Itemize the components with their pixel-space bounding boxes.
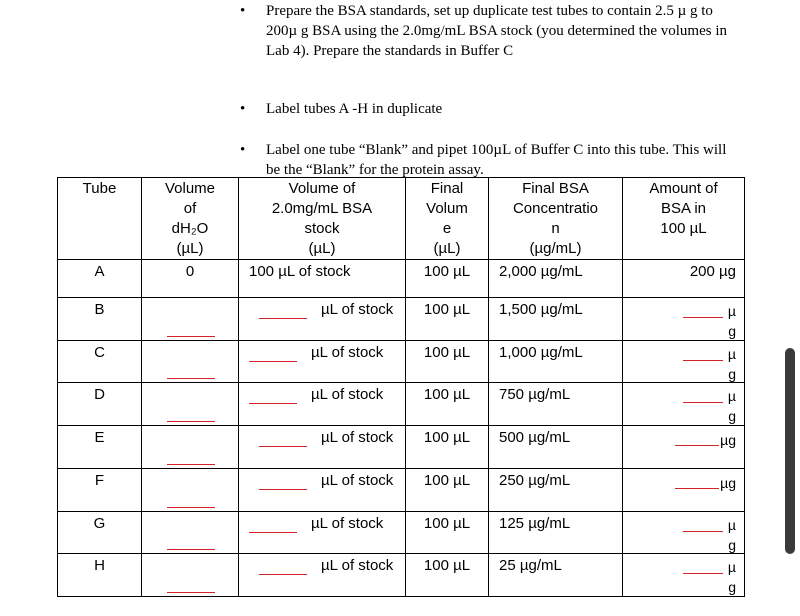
water-volume-blank-content xyxy=(142,383,238,425)
stock-volume-content xyxy=(239,344,405,362)
amount-unit: µg xyxy=(720,432,736,448)
water-volume-blank[interactable] xyxy=(142,512,239,554)
stock-answer-line[interactable] xyxy=(249,516,297,533)
bsa-amount: 200 µg xyxy=(623,260,745,298)
final-concentration xyxy=(489,469,623,512)
bsa-standards-table xyxy=(57,177,745,597)
stock-volume xyxy=(239,298,406,341)
bsa-amount xyxy=(623,426,745,469)
amount-answer-line[interactable] xyxy=(675,445,719,446)
amount-unit xyxy=(728,344,736,384)
final-concentration xyxy=(489,426,623,469)
tube-label-content: F xyxy=(94,472,105,489)
final-concentration xyxy=(489,554,623,597)
bsa-amount-content xyxy=(623,469,744,511)
tube-label-content: G xyxy=(93,515,106,532)
water-volume: 0 xyxy=(142,260,239,298)
final-concentration: 2,000 µg/mL xyxy=(489,260,623,298)
final-concentration-content: 250 µg/mL xyxy=(499,472,571,489)
tube-label-content: H xyxy=(94,557,105,574)
stock-volume xyxy=(239,512,406,554)
stock-answer-line[interactable] xyxy=(259,430,307,447)
table-row xyxy=(58,554,745,597)
stock-answer-line[interactable] xyxy=(259,302,307,319)
amount-unit xyxy=(728,515,736,555)
water-volume-blank-content xyxy=(142,298,238,340)
final-concentration-content: 1,500 µg/mL xyxy=(499,301,583,318)
bsa-amount xyxy=(623,341,745,383)
water-volume-blank[interactable] xyxy=(142,298,239,341)
final-volume xyxy=(406,426,489,469)
header-water-volume: Volume of dH₂O (µL) xyxy=(142,178,239,260)
stock-volume-content xyxy=(239,472,405,490)
amount-unit xyxy=(728,386,736,426)
stock-volume: 100 µL of stock xyxy=(239,260,406,298)
water-answer-line[interactable] xyxy=(167,378,215,379)
amount-unit-g: g xyxy=(728,366,736,382)
header-final-volume: Final Volum e (µL) xyxy=(406,178,489,260)
amount-answer-line[interactable] xyxy=(683,402,723,403)
final-concentration xyxy=(489,298,623,341)
stock-unit-text: µL of stock xyxy=(311,344,384,361)
final-volume xyxy=(406,383,489,426)
amount-unit-mu: µ xyxy=(727,388,736,404)
final-volume xyxy=(406,298,489,341)
table-row xyxy=(58,426,745,469)
scrollbar-thumb[interactable] xyxy=(785,348,795,554)
table-row xyxy=(58,469,745,512)
water-volume-blank-content xyxy=(142,554,238,596)
table-row xyxy=(58,383,745,426)
stock-unit-text: µL of stock xyxy=(311,386,384,403)
tube-label-content: C xyxy=(94,344,105,361)
amount-unit-mu: µ xyxy=(727,346,736,362)
final-volume-content: 100 µL xyxy=(423,557,471,574)
stock-volume-content xyxy=(239,515,405,533)
header-stock-volume: Volume of 2.0mg/mL BSA stock (µL) xyxy=(239,178,406,260)
amount-answer-line[interactable] xyxy=(683,360,723,361)
tube-label-content: E xyxy=(94,429,105,446)
bullet-symbol: • xyxy=(240,142,246,158)
water-volume-blank-content xyxy=(142,341,238,382)
stock-volume xyxy=(239,341,406,383)
water-answer-line[interactable] xyxy=(167,336,215,337)
amount-unit xyxy=(728,557,736,597)
final-volume-content: 100 µL xyxy=(423,429,471,446)
stock-unit-text: µL of stock xyxy=(321,472,394,489)
table-row xyxy=(58,341,745,383)
final-volume xyxy=(406,512,489,554)
instruction-text: Label one tube “Blank” and pipet 100µL of Buffer C into this tube. This will be the “Blank” for the protein assay. xyxy=(266,142,727,178)
amount-unit-mu: µ xyxy=(727,303,736,319)
stock-answer-line[interactable] xyxy=(259,473,307,490)
bsa-amount xyxy=(623,554,745,597)
final-volume xyxy=(406,554,489,597)
amount-unit-g: g xyxy=(728,537,736,553)
water-volume-blank-content xyxy=(142,512,238,553)
amount-unit-g: g xyxy=(728,408,736,424)
header-amount-bsa: Amount of BSA in 100 µL xyxy=(623,178,745,260)
amount-answer-line[interactable] xyxy=(675,488,719,489)
final-volume-content: 100 µL xyxy=(423,301,471,318)
instruction-text: Prepare the BSA standards, set up duplicate test tubes to contain 2.5 µ g to 200µ g BSA using the 2.0mg/mL BSA stock (you determined the volumes in Lab 4). Prepare the standards in Buffer C xyxy=(266,3,727,59)
bsa-amount-content xyxy=(623,512,744,553)
water-answer-line[interactable] xyxy=(167,507,215,508)
tube-label xyxy=(58,426,142,469)
stock-answer-line[interactable] xyxy=(249,387,297,404)
tube-label xyxy=(58,512,142,554)
stock-volume xyxy=(239,426,406,469)
bsa-amount-content xyxy=(623,341,744,382)
final-volume-content: 100 µL xyxy=(423,472,471,489)
final-volume xyxy=(406,469,489,512)
final-volume-content: 100 µL xyxy=(423,386,471,403)
water-answer-line[interactable] xyxy=(167,421,215,422)
tube-label-content: D xyxy=(94,386,105,403)
bullet-symbol: • xyxy=(240,3,246,19)
tube-label xyxy=(58,341,142,383)
final-concentration xyxy=(489,383,623,426)
final-concentration-content: 125 µg/mL xyxy=(499,515,571,532)
water-volume-blank[interactable] xyxy=(142,554,239,597)
bsa-amount-content xyxy=(623,426,744,468)
amount-unit-mu: µ xyxy=(727,517,736,533)
final-volume xyxy=(406,341,489,383)
water-answer-line[interactable] xyxy=(167,592,215,593)
bsa-amount xyxy=(623,512,745,554)
tube-label-content: B xyxy=(94,301,105,318)
amount-answer-line[interactable] xyxy=(683,573,723,574)
amount-unit xyxy=(728,301,736,341)
header-row xyxy=(58,178,745,260)
final-volume-content: 100 µL xyxy=(423,344,471,361)
amount-unit-g: g xyxy=(728,323,736,339)
water-volume-blank[interactable] xyxy=(142,383,239,426)
stock-volume-content xyxy=(239,301,405,319)
tube-label xyxy=(58,554,142,597)
water-volume-blank[interactable] xyxy=(142,341,239,383)
final-concentration-content: 750 µg/mL xyxy=(499,386,571,403)
bsa-amount-content xyxy=(623,554,744,596)
bsa-amount xyxy=(623,383,745,426)
final-concentration-content: 25 µg/mL xyxy=(499,557,562,574)
stock-volume xyxy=(239,469,406,512)
tube-label: A xyxy=(58,260,142,298)
stock-volume xyxy=(239,383,406,426)
final-concentration xyxy=(489,341,623,383)
final-volume-content: 100 µL xyxy=(423,515,471,532)
tube-label xyxy=(58,298,142,341)
water-volume-blank[interactable] xyxy=(142,426,239,469)
header-tube: Tube xyxy=(58,178,142,260)
final-concentration xyxy=(489,512,623,554)
stock-answer-line[interactable] xyxy=(259,558,307,575)
bsa-amount-content xyxy=(623,298,744,340)
water-volume-blank-content xyxy=(142,426,238,468)
amount-unit-g: g xyxy=(728,579,736,595)
stock-unit-text: µL of stock xyxy=(311,515,384,532)
stock-volume-content xyxy=(239,557,405,575)
stock-unit-text: µL of stock xyxy=(321,557,394,574)
stock-volume-content xyxy=(239,429,405,447)
water-answer-line[interactable] xyxy=(167,549,215,550)
instruction-text: Label tubes A -H in duplicate xyxy=(266,101,443,117)
stock-answer-line[interactable] xyxy=(249,345,297,362)
stock-volume-content xyxy=(239,386,405,404)
table-row xyxy=(58,512,745,554)
amount-unit-mu: µ xyxy=(727,559,736,575)
stock-unit-text: µL of stock xyxy=(321,301,394,318)
final-concentration-content: 1,000 µg/mL xyxy=(499,344,583,361)
amount-answer-line[interactable] xyxy=(683,317,723,318)
table-row xyxy=(58,298,745,341)
final-concentration-content: 500 µg/mL xyxy=(499,429,571,446)
water-answer-line[interactable] xyxy=(167,464,215,465)
tube-label xyxy=(58,383,142,426)
final-volume: 100 µL xyxy=(406,260,489,298)
stock-volume xyxy=(239,554,406,597)
water-volume-blank-content xyxy=(142,469,238,511)
bsa-amount-content xyxy=(623,383,744,425)
stock-unit-text: µL of stock xyxy=(321,429,394,446)
water-volume-blank[interactable] xyxy=(142,469,239,512)
bsa-amount xyxy=(623,469,745,512)
amount-answer-line[interactable] xyxy=(683,531,723,532)
table-row xyxy=(58,260,745,298)
bsa-amount xyxy=(623,298,745,341)
tube-label xyxy=(58,469,142,512)
bullet-symbol: • xyxy=(240,101,246,117)
amount-unit: µg xyxy=(720,475,736,491)
header-final-concentration: Final BSA Concentratio n (µg/mL) xyxy=(489,178,623,260)
